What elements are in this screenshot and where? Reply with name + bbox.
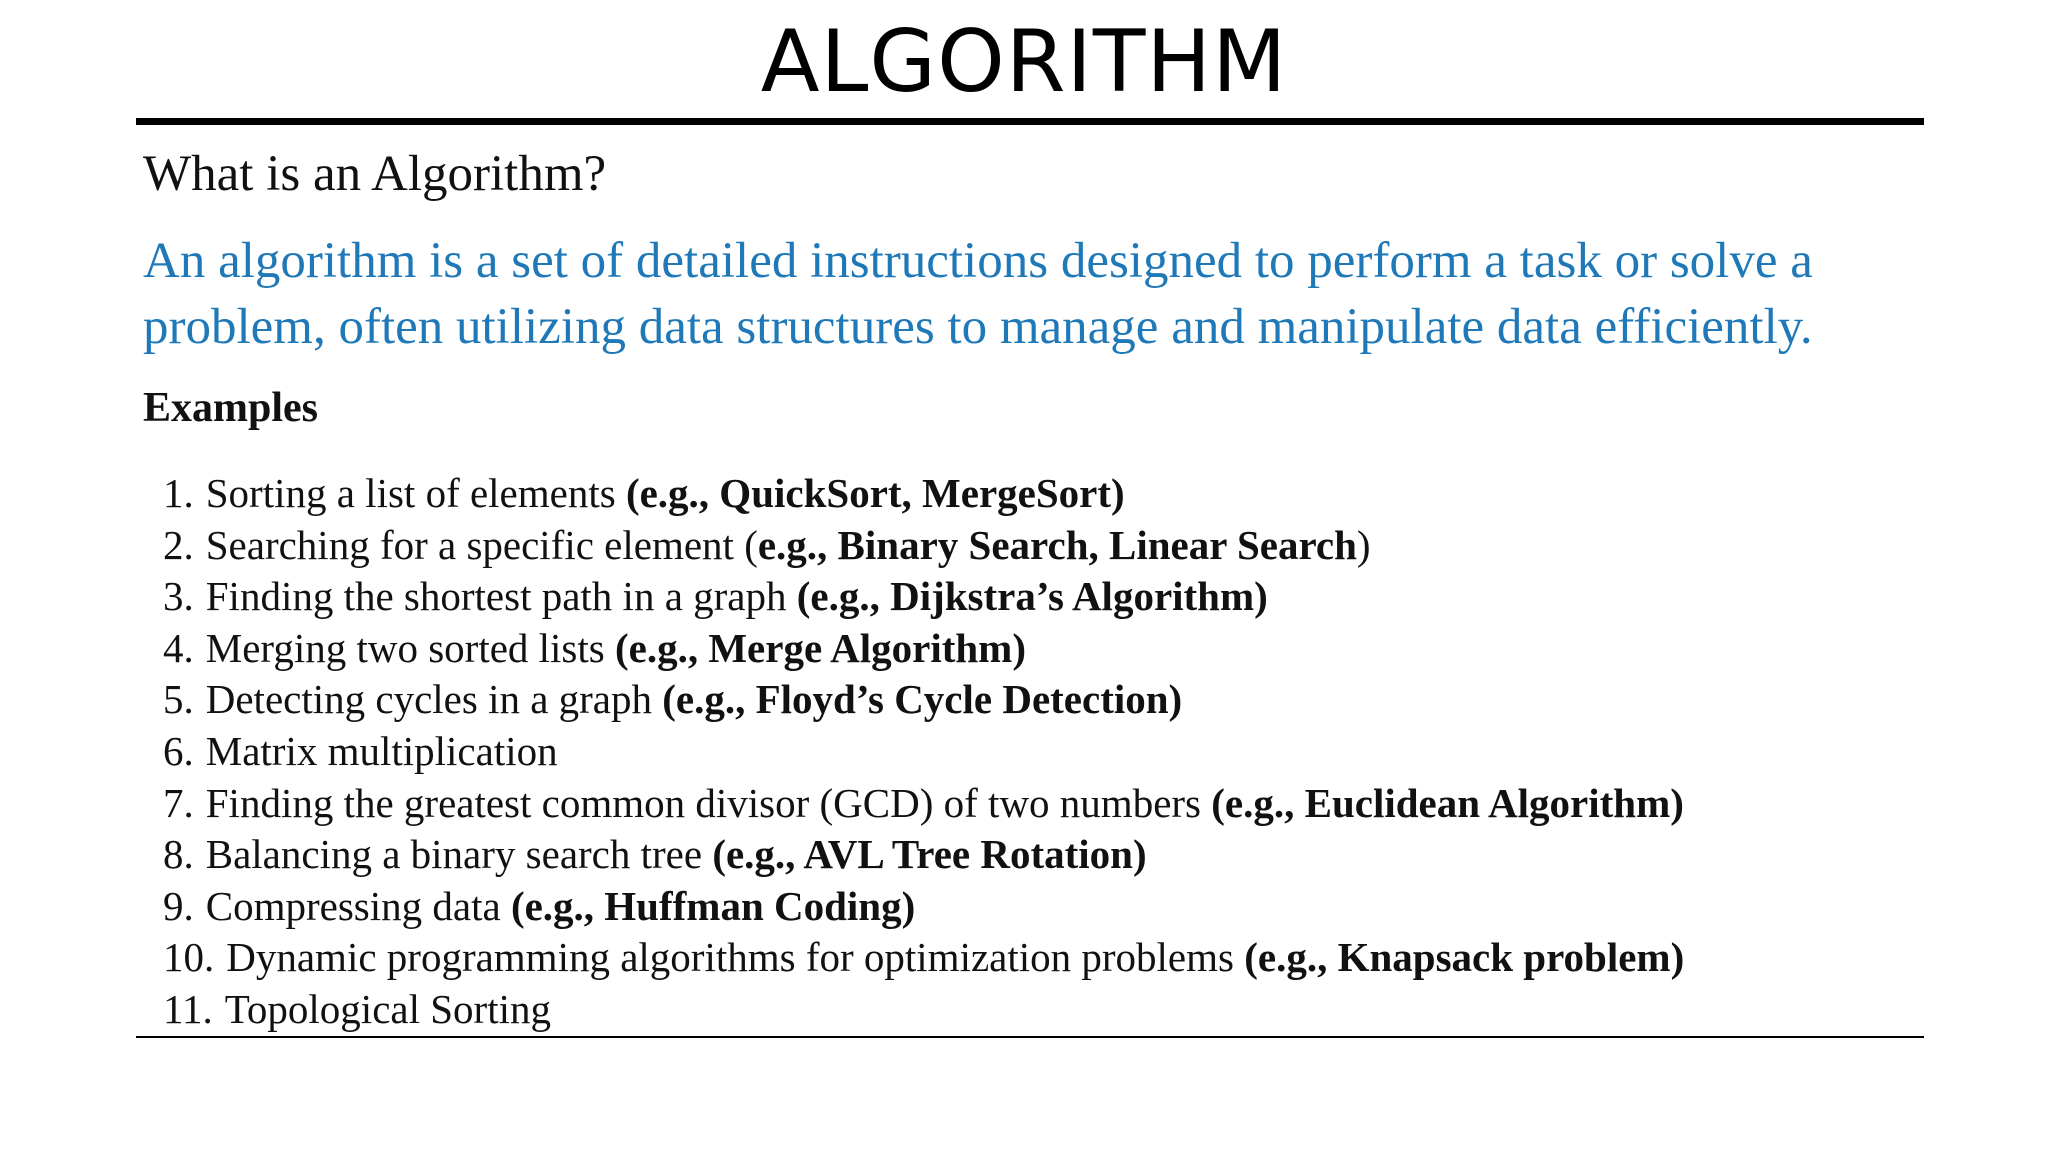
item-text: Searching for a specific element ( <box>205 521 758 568</box>
item-text: Topological Sorting <box>224 985 551 1032</box>
item-tail: ) <box>1356 521 1371 568</box>
item-text: Compressing data <box>205 882 511 929</box>
list-item <box>163 984 1684 1036</box>
item-text: Finding the shortest path in a graph <box>205 573 797 620</box>
title-underline <box>136 118 1924 125</box>
item-number: 4. <box>163 624 194 671</box>
item-text: Sorting a list of elements <box>205 470 626 516</box>
list-item <box>163 674 1684 726</box>
item-number: 9. <box>163 882 194 929</box>
item-example: (e.g., Merge Algorithm) <box>615 624 1026 671</box>
item-number: 1. <box>163 470 194 516</box>
item-example: (e.g., AVL Tree Rotation) <box>712 831 1147 878</box>
item-number: 5. <box>163 676 194 723</box>
examples-heading: Examples <box>143 385 319 431</box>
item-number: 7. <box>163 779 194 826</box>
list-item <box>163 778 1684 830</box>
list-item <box>163 520 1684 572</box>
item-number: 3. <box>163 573 194 620</box>
list-item <box>163 829 1684 881</box>
item-number: 6. <box>163 727 194 774</box>
list-item <box>163 571 1684 623</box>
item-example: (e.g., Knapsack problem) <box>1244 934 1685 981</box>
item-text: Finding the greatest common divisor (GCD) of two numbers <box>205 779 1212 826</box>
list-item <box>163 881 1684 933</box>
slide-title: ALGORITHM <box>760 12 1288 112</box>
list-item <box>163 623 1684 675</box>
item-number: 10. <box>163 934 215 981</box>
list-item <box>163 932 1684 984</box>
item-text: Detecting cycles in a graph <box>205 676 663 723</box>
item-text: Matrix multiplication <box>205 727 558 774</box>
item-text: Dynamic programming algorithms for optimization problems <box>226 934 1245 981</box>
item-example: (e.g., Dijkstra’s Algorithm) <box>796 573 1268 620</box>
definition-line-2: problem, often utilizing data structures to manage and manipulate data efficiently. <box>143 299 1813 355</box>
item-text: Merging two sorted lists <box>205 624 615 671</box>
definition-text <box>143 228 1943 360</box>
item-number: 11. <box>163 985 213 1032</box>
list-item <box>163 468 1684 520</box>
item-example: (e.g., QuickSort, MergeSort) <box>625 470 1125 516</box>
item-example: e.g., Binary Search, Linear Search <box>757 521 1357 568</box>
item-number: 2. <box>163 521 194 568</box>
definition-line-1: An algorithm is a set of detailed instructions designed to perform a task or solve a <box>143 233 1813 289</box>
bottom-rule <box>136 1036 1924 1038</box>
examples-list <box>163 468 1684 1036</box>
question-heading: What is an Algorithm? <box>143 146 607 202</box>
item-example: (e.g., Euclidean Algorithm) <box>1211 779 1684 826</box>
list-item <box>163 726 1684 778</box>
item-example: (e.g., Floyd’s Cycle Detection) <box>662 676 1183 723</box>
item-number: 8. <box>163 831 194 878</box>
item-text: Balancing a binary search tree <box>205 831 713 878</box>
item-example: (e.g., Huffman Coding) <box>510 882 916 929</box>
